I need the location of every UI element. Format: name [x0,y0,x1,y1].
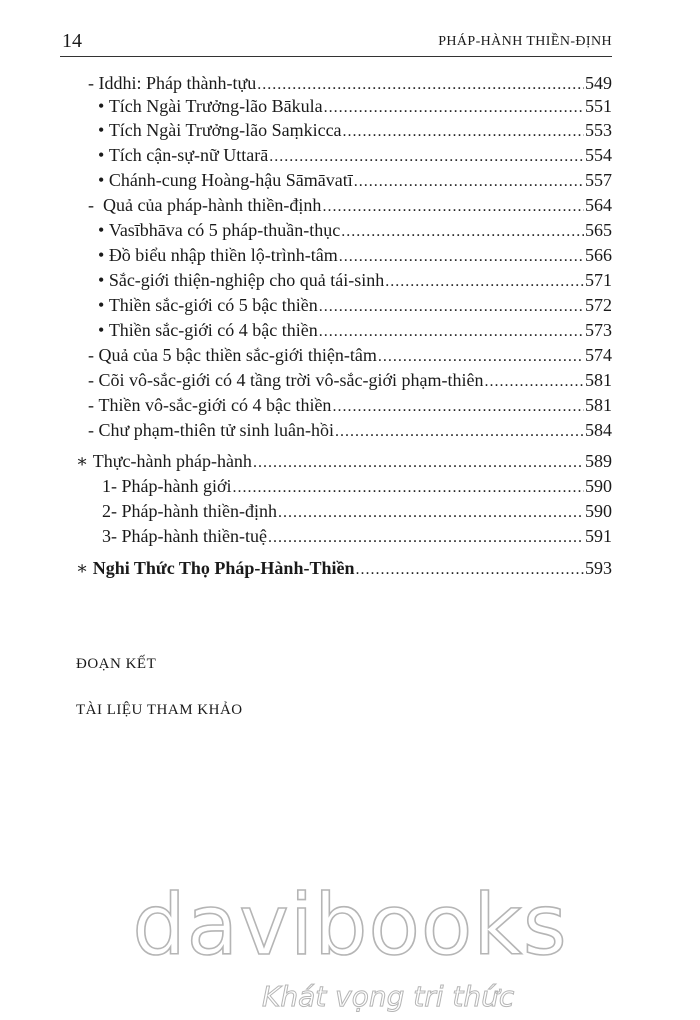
watermark-tagline: Khát vọng tri thức [262,980,515,1013]
section-conclusion: ĐOẠN KẾT [76,656,157,672]
toc-entry-title: Cõi vô-sắc-giới có 4 tầng trời vô-sắc-giới phạm-thiên [98,370,484,390]
toc-entry-page: 581 [585,395,612,415]
toc-entry-page: 589 [585,451,612,471]
toc-entry-marker: • [98,270,109,290]
toc-leader-dots [257,74,584,96]
toc-leader-dots [355,559,584,581]
toc-entry-marker: ∗ [76,451,93,471]
toc-entry [76,557,612,579]
running-title: PHÁP-HÀNH THIỀN-ĐỊNH [438,34,612,49]
toc-entry [98,95,612,117]
toc-entry [98,219,612,241]
toc-entry-title: Thiền sắc-giới có 4 bậc thiền [108,320,318,340]
watermark-logo-text: davibooks [132,876,568,974]
toc-entry-marker: - [88,345,99,365]
toc-entry-page: 573 [585,320,612,340]
toc-entry-title: Tích Ngài Trưởng-lão Saṃkicca [108,120,342,140]
toc-entry-marker: • [98,295,109,315]
toc-entry-marker: - [88,195,103,215]
toc-entry-marker: - [88,370,99,390]
toc-leader-dots [322,196,584,218]
toc-leader-dots [354,171,584,193]
toc-entry-page: 591 [585,526,612,546]
toc-entry [98,269,612,291]
toc-leader-dots [341,221,584,243]
toc-entry-page: 584 [585,420,612,440]
toc-entry-page: 551 [585,96,612,116]
toc-leader-dots [268,527,584,549]
toc-entry-page: 590 [585,501,612,521]
toc-entry-marker: • [98,145,109,165]
toc-entry-page: 549 [585,73,612,93]
toc-leader-dots [343,121,584,143]
toc-entry [102,500,612,522]
toc-entry [88,344,612,366]
toc-entry-title: Tích Ngài Trưởng-lão Bākula [108,96,323,116]
toc-entry-page: 564 [585,195,612,215]
toc-leader-dots [484,371,584,393]
toc-entry-page: 553 [585,120,612,140]
toc-entry-marker: • [98,220,109,240]
toc-entry-title: Vasībhāva có 5 pháp-thuần-thục [108,220,341,240]
toc-entry-title: Quả của 5 bậc thiền sắc-giới thiện-tâm [98,345,377,365]
toc-entry-marker: ∗ [76,558,93,578]
toc-leader-dots [335,421,584,443]
toc-leader-dots [253,452,584,474]
toc-entry-page: 572 [585,295,612,315]
toc-entry [88,72,612,94]
toc-entry [98,294,612,316]
toc-entry-title: 1- Pháp-hành giới [102,476,232,496]
toc-entry-page: 593 [585,558,612,578]
toc-entry [88,369,612,391]
toc-entry-page: 571 [585,270,612,290]
toc-leader-dots [233,477,585,499]
toc-entry-title: Chánh-cung Hoàng-hậu Sāmāvatī [108,170,353,190]
toc-entry-title: Đồ biểu nhập thiền lộ-trình-tâm [108,245,338,265]
toc-entry-marker: - [88,73,99,93]
toc-leader-dots [332,396,584,418]
toc-leader-dots [278,502,584,524]
toc-entry [102,475,612,497]
toc-leader-dots [319,296,584,318]
toc-entry-title: Thiền sắc-giới có 5 bậc thiền [108,295,318,315]
toc-entry-title: Thiền vô-sắc-giới có 4 bậc thiền [98,395,332,415]
toc-entry-title: Chư phạm-thiên tử sinh luân-hồi [98,420,334,440]
toc-leader-dots [339,246,584,268]
toc-entry [98,169,612,191]
toc-entry-marker: • [98,245,109,265]
toc-entry [88,194,612,216]
toc-entry-marker: - [88,395,99,415]
toc-entry-page: 565 [585,220,612,240]
toc-entry [98,144,612,166]
toc-entry [76,450,612,472]
toc-entry-page: 590 [585,476,612,496]
toc-entry-page: 581 [585,370,612,390]
toc-entry-page: 557 [585,170,612,190]
toc-entry-page: 554 [585,145,612,165]
toc-entry-marker: • [98,320,109,340]
toc-entry-title: Tích cận-sự-nữ Uttarā [108,145,269,165]
toc-entry [102,525,612,547]
toc-entry [98,119,612,141]
toc-entry [98,319,612,341]
toc-entry-title: 3- Pháp-hành thiền-tuệ [102,526,267,546]
toc-leader-dots [378,346,584,368]
page-header [60,28,612,57]
toc-entry-marker: • [98,96,109,116]
toc-entry-title: 2- Pháp-hành thiền-định [102,501,277,521]
section-references: TÀI LIỆU THAM KHẢO [76,702,243,718]
toc-entry [88,394,612,416]
toc-entry-title: Nghi Thức Thọ Pháp-Hành-Thiền [92,558,355,578]
toc-entry-title: Thực-hành pháp-hành [92,451,252,471]
page-number: 14 [62,30,82,52]
toc-entry-marker: • [98,170,109,190]
toc-leader-dots [385,271,584,293]
toc-entry-title: Iddhi: Pháp thành-tựu [98,73,257,93]
toc-entry-title: Quả của pháp-hành thiền-định [103,195,322,215]
toc-entry-page: 566 [585,245,612,265]
toc-entry [98,244,612,266]
toc-entry-page: 574 [585,345,612,365]
toc-leader-dots [324,97,584,119]
toc-leader-dots [269,146,584,168]
toc-entry [88,419,612,441]
toc-entry-marker: • [98,120,109,140]
toc-leader-dots [319,321,584,343]
toc-entry-title: Sắc-giới thiện-nghiệp cho quả tái-sinh [108,270,385,290]
toc-entry-marker: - [88,420,99,440]
